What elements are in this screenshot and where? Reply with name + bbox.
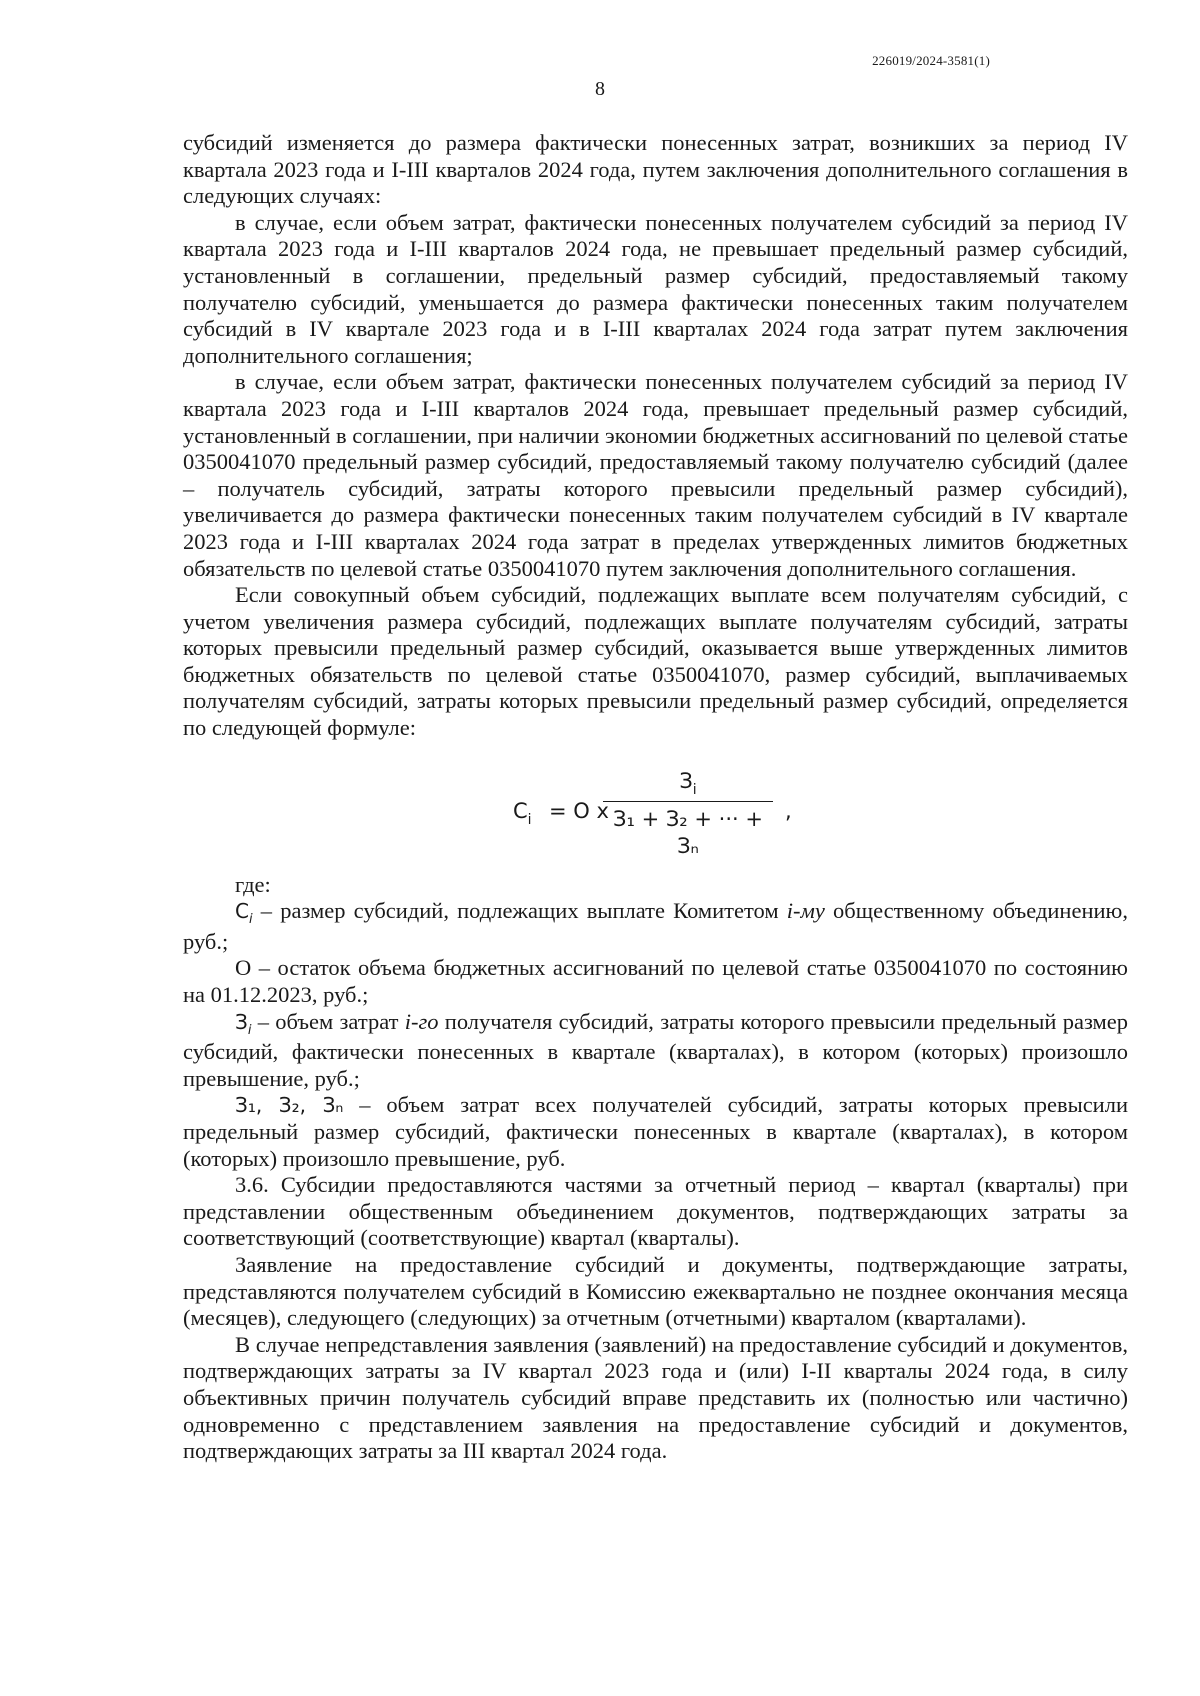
formula-lhs xyxy=(513,798,532,828)
paragraph-case-exceed: в случае, если объем затрат, фактически понесенных получателем субсидий за период IV квартала 2023 года и I-III кварталов 2024 года, превышает предельный размер субсидий, установленный в соглашении, при наличии экономии бюджетных ассигнований по целевой статье 0350041070 предельный размер субсидий, предоставляемый такому получателю субсидий (далее – получатель субсидий, затраты которого превысили предельный размер субсидий), увеличивается до размера фактически понесенных таким получателем субсидий в IV квартале 2023 года и I-III кварталах 2024 года затрат в пределах утвержденных лимитов бюджетных обязательств по целевой статье 0350041070 путем заключения дополнительного соглашения. xyxy=(183,369,1128,581)
definition-z-subscript: i xyxy=(247,1022,252,1038)
formula-lhs-subscript: i xyxy=(527,811,532,828)
definition-o: О – остаток объема бюджетных ассигнований по целевой статье 0350041070 по состоянию на 01.12.2023, руб.; xyxy=(183,955,1128,1008)
definition-z-symbol xyxy=(235,1009,252,1038)
definition-z-all xyxy=(183,1092,1128,1172)
paragraph-case-not-exceed: в случае, если объем затрат, фактически понесенных получателем субсидий за период IV квартала 2023 года и I-III кварталов 2024 года, не превышает предельный размер субсидий, установленный в соглашении, предельный размер субсидий, предоставляемый такому получателю субсидий, уменьшается до размера фактически понесенных таким получателем субсидий в IV квартале 2023 года и в I-III кварталах 2024 года затрат путем заключения дополнительного соглашения; xyxy=(183,209,1128,368)
definition-z-all-symbol: З₁, З₂, Зₙ xyxy=(235,1093,344,1118)
definition-c-text-a: – размер субсидий, подлежащих выплате Комитетом xyxy=(252,898,787,924)
document-body xyxy=(183,130,1128,1465)
formula-lhs-symbol: C xyxy=(513,798,528,823)
formula-equals: = O x xyxy=(549,798,609,823)
definition-c-letter: C xyxy=(235,899,249,924)
definition-z-text-a: – объем затрат xyxy=(251,1008,405,1034)
definition-c-subscript: i xyxy=(248,912,253,928)
definition-z-italic: i-го xyxy=(404,1008,439,1034)
paragraph-application: Заявление на предоставление субсидий и документы, подтверждающие затраты, представляются получателем субсидий в Комиссию ежеквартально не позднее окончания месяца (месяцев), следующего (следующих) за отчетным (отчетными) кварталом (кварталами). xyxy=(183,1251,1128,1331)
definition-z-all-text: – объем затрат всех получателей субсидий, затраты которых превысили предельный размер субсидий, фактически понесенных в квартале (кварталах), в котором (которых) произошло превышение, руб. xyxy=(183,1092,1128,1171)
page-number: 8 xyxy=(595,78,605,100)
formula-fraction xyxy=(603,768,773,860)
paragraph-continuation: субсидий изменяется до размера фактически понесенных затрат, возникших за период IV квартала 2023 года и I-III кварталов 2024 года, путем заключения дополнительного соглашения в следующих случаях: xyxy=(183,130,1128,209)
paragraph-total-volume: Если совокупный объем субсидий, подлежащих выплате всем получателям субсидий, с учетом увеличения размера субсидий, подлежащих выплате получателям субсидий, затраты которых превысили предельный размер субсидий, оказывается выше утвержденных лимитов бюджетных обязательств по целевой статье 0350041070, размер субсидий, выплачиваемых получателям субсидий, затраты которых превысили предельный размер субсидий, определяется по следующей формуле: xyxy=(183,582,1128,741)
definition-c xyxy=(183,898,1128,955)
paragraph-where: где: xyxy=(235,871,271,897)
document-id: 226019/2024-3581(1) xyxy=(872,53,990,68)
definition-c-text-b: общественному объединению, руб.; xyxy=(183,898,1128,954)
paragraph-non-submission: В случае непредставления заявления (заявлений) на предоставление субсидий и документов, подтверждающих затраты за IV квартал 2023 года и (или) I-II кварталы 2024 года, в силу объективных причин получатель субсидий вправе представить их (полностью или частично) одновременно с представлением заявления на предоставление субсидий и документов, подтверждающих затраты за III квартал 2024 года. xyxy=(183,1331,1128,1464)
formula-comma: , xyxy=(785,798,792,823)
definition-z xyxy=(183,1009,1128,1093)
definition-z-letter: З xyxy=(235,1009,248,1034)
definition-c-symbol xyxy=(235,899,253,928)
formula-numerator-symbol: З xyxy=(679,768,693,793)
subsidy-formula xyxy=(183,760,1128,860)
formula-numerator-subscript: i xyxy=(692,781,697,798)
formula-denominator: З₁ + З₂ + ··· + Зₙ xyxy=(613,807,763,858)
paragraph-3-6: 3.6. Субсидии предоставляются частями за отчетный период – квартал (кварталы) при представлении общественным объединением документов, подтверждающих затраты за соответствующий (соответствующие) квартал (кварталы). xyxy=(183,1172,1128,1251)
formula-numerator xyxy=(603,768,773,802)
definition-z-text-b: получателя субсидий, затраты которого превысили предельный размер субсидий, фактически понесенных в квартале (кварталах), в котором (которых) произошло превышение, руб.; xyxy=(183,1008,1128,1091)
definition-c-italic: i-му xyxy=(786,898,825,924)
